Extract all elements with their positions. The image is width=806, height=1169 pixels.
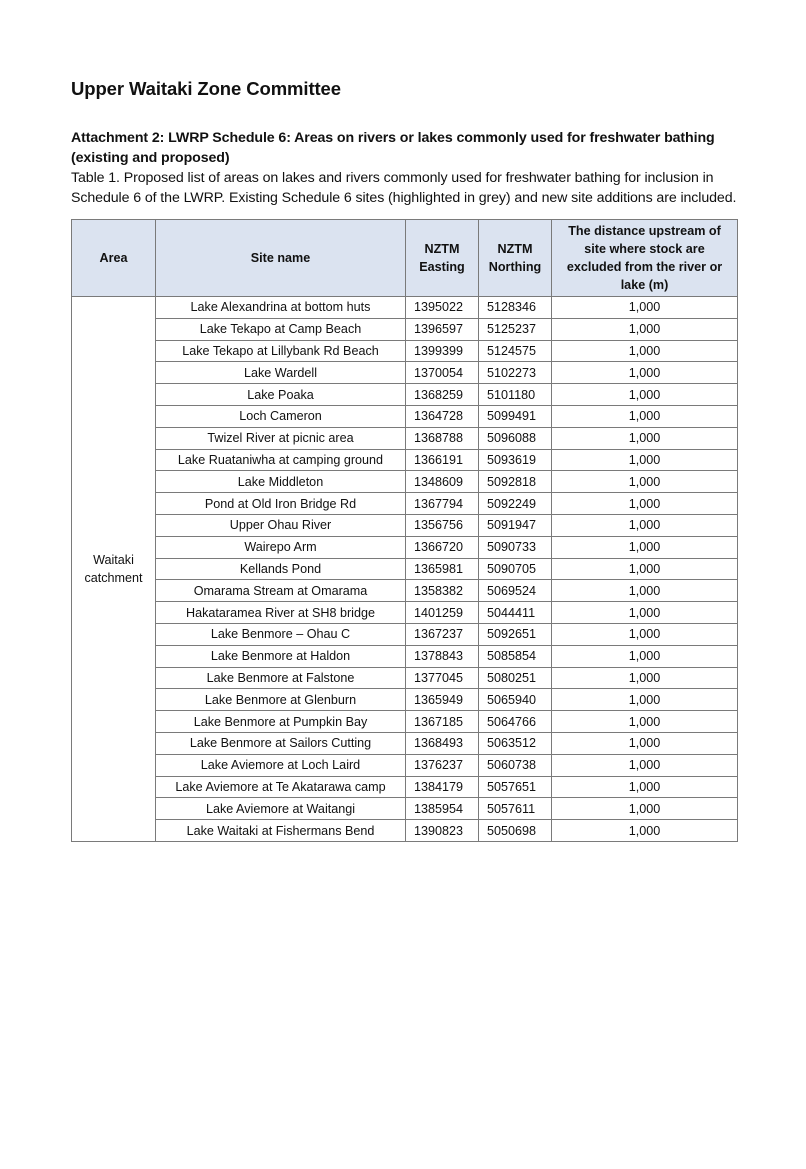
distance-cell: 1,000 (552, 776, 738, 798)
distance-cell: 1,000 (552, 536, 738, 558)
table-row (72, 667, 738, 689)
distance-cell: 1,000 (552, 449, 738, 471)
easting-cell: 1366720 (406, 536, 479, 558)
easting-cell: 1384179 (406, 776, 479, 798)
site-name-cell: Lake Waitaki at Fishermans Bend (156, 820, 406, 842)
site-name-cell: Lake Poaka (156, 384, 406, 406)
easting-cell: 1367237 (406, 623, 479, 645)
table-row (72, 711, 738, 733)
site-name-cell: Lake Benmore at Falstone (156, 667, 406, 689)
table-row (72, 536, 738, 558)
northing-cell: 5065940 (479, 689, 552, 711)
site-name-cell: Lake Benmore at Haldon (156, 645, 406, 667)
easting-cell: 1370054 (406, 362, 479, 384)
northing-cell: 5090705 (479, 558, 552, 580)
northing-cell: 5069524 (479, 580, 552, 602)
easting-cell: 1367794 (406, 493, 479, 515)
distance-cell: 1,000 (552, 558, 738, 580)
header-nztm-easting: NZTM Easting (406, 220, 479, 297)
table-row (72, 405, 738, 427)
distance-cell: 1,000 (552, 384, 738, 406)
northing-cell: 5101180 (479, 384, 552, 406)
northing-cell: 5093619 (479, 449, 552, 471)
distance-cell: 1,000 (552, 427, 738, 449)
site-name-cell: Lake Benmore at Sailors Cutting (156, 732, 406, 754)
easting-cell: 1367185 (406, 711, 479, 733)
northing-cell: 5063512 (479, 732, 552, 754)
northing-cell: 5125237 (479, 318, 552, 340)
distance-cell: 1,000 (552, 623, 738, 645)
site-name-cell: Lake Alexandrina at bottom huts (156, 297, 406, 319)
table-row (72, 471, 738, 493)
northing-cell: 5099491 (479, 405, 552, 427)
northing-cell: 5124575 (479, 340, 552, 362)
site-name-cell: Lake Aviemore at Waitangi (156, 798, 406, 820)
distance-cell: 1,000 (552, 580, 738, 602)
table-row (72, 623, 738, 645)
easting-cell: 1356756 (406, 514, 479, 536)
table-row (72, 297, 738, 319)
table-row (72, 645, 738, 667)
table-intro: Table 1. Proposed list of areas on lakes and rivers commonly used for freshwater bathing for inclusion in Schedule 6 of the LWRP. Existing Schedule 6 sites (highlighted in grey) and new site additions are included. (71, 170, 737, 206)
northing-cell: 5092651 (479, 623, 552, 645)
northing-cell: 5064766 (479, 711, 552, 733)
distance-cell: 1,000 (552, 645, 738, 667)
table-row (72, 514, 738, 536)
northing-cell: 5096088 (479, 427, 552, 449)
northing-cell: 5091947 (479, 514, 552, 536)
site-name-cell: Pond at Old Iron Bridge Rd (156, 493, 406, 515)
northing-cell: 5128346 (479, 297, 552, 319)
distance-cell: 1,000 (552, 471, 738, 493)
easting-cell: 1365981 (406, 558, 479, 580)
distance-cell: 1,000 (552, 689, 738, 711)
site-name-cell: Twizel River at picnic area (156, 427, 406, 449)
northing-cell: 5060738 (479, 754, 552, 776)
distance-cell: 1,000 (552, 711, 738, 733)
site-name-cell: Omarama Stream at Omarama (156, 580, 406, 602)
easting-cell: 1368259 (406, 384, 479, 406)
site-name-cell: Lake Middleton (156, 471, 406, 493)
table-row (72, 798, 738, 820)
site-name-cell: Lake Tekapo at Lillybank Rd Beach (156, 340, 406, 362)
northing-cell: 5085854 (479, 645, 552, 667)
document-title: Upper Waitaki Zone Committee (71, 78, 341, 99)
northing-cell: 5092249 (479, 493, 552, 515)
bathing-sites-table (71, 219, 738, 842)
easting-cell: 1366191 (406, 449, 479, 471)
northing-cell: 5102273 (479, 362, 552, 384)
distance-cell: 1,000 (552, 514, 738, 536)
distance-cell: 1,000 (552, 732, 738, 754)
easting-cell: 1395022 (406, 297, 479, 319)
distance-cell: 1,000 (552, 667, 738, 689)
easting-cell: 1377045 (406, 667, 479, 689)
easting-cell: 1385954 (406, 798, 479, 820)
site-name-cell: Lake Benmore at Pumpkin Bay (156, 711, 406, 733)
easting-cell: 1368493 (406, 732, 479, 754)
northing-cell: 5080251 (479, 667, 552, 689)
site-name-cell: Hakataramea River at SH8 bridge (156, 602, 406, 624)
distance-cell: 1,000 (552, 493, 738, 515)
table-row (72, 427, 738, 449)
table-row (72, 776, 738, 798)
table-row (72, 732, 738, 754)
easting-cell: 1396597 (406, 318, 479, 340)
table-row (72, 689, 738, 711)
northing-cell: 5090733 (479, 536, 552, 558)
distance-cell: 1,000 (552, 318, 738, 340)
table-row (72, 340, 738, 362)
northing-cell: 5057611 (479, 798, 552, 820)
table-row (72, 449, 738, 471)
site-name-cell: Lake Benmore – Ohau C (156, 623, 406, 645)
distance-cell: 1,000 (552, 798, 738, 820)
table-row (72, 362, 738, 384)
table-row (72, 558, 738, 580)
table-body (72, 297, 738, 842)
table-row (72, 318, 738, 340)
table-row (72, 602, 738, 624)
easting-cell: 1348609 (406, 471, 479, 493)
distance-cell: 1,000 (552, 340, 738, 362)
distance-cell: 1,000 (552, 362, 738, 384)
distance-cell: 1,000 (552, 602, 738, 624)
site-name-cell: Loch Cameron (156, 405, 406, 427)
distance-cell: 1,000 (552, 297, 738, 319)
easting-cell: 1365949 (406, 689, 479, 711)
distance-cell: 1,000 (552, 405, 738, 427)
easting-cell: 1390823 (406, 820, 479, 842)
easting-cell: 1378843 (406, 645, 479, 667)
site-name-cell: Wairepo Arm (156, 536, 406, 558)
table-header-row (72, 220, 738, 297)
header-site-name: Site name (156, 220, 406, 297)
site-name-cell: Kellands Pond (156, 558, 406, 580)
header-area: Area (72, 220, 156, 297)
document-page (71, 78, 737, 842)
attachment-heading: Attachment 2: LWRP Schedule 6: Areas on rivers or lakes commonly used for freshwater bathing (existing and proposed) (71, 130, 715, 166)
easting-cell: 1368788 (406, 427, 479, 449)
table-row (72, 493, 738, 515)
site-name-cell: Lake Ruataniwha at camping ground (156, 449, 406, 471)
distance-cell: 1,000 (552, 820, 738, 842)
northing-cell: 5050698 (479, 820, 552, 842)
header-nztm-northing: NZTM Northing (479, 220, 552, 297)
easting-cell: 1364728 (406, 405, 479, 427)
northing-cell: 5044411 (479, 602, 552, 624)
site-name-cell: Lake Aviemore at Te Akatarawa camp (156, 776, 406, 798)
site-name-cell: Lake Aviemore at Loch Laird (156, 754, 406, 776)
northing-cell: 5057651 (479, 776, 552, 798)
site-name-cell: Lake Tekapo at Camp Beach (156, 318, 406, 340)
distance-cell: 1,000 (552, 754, 738, 776)
site-name-cell: Lake Wardell (156, 362, 406, 384)
easting-cell: 1399399 (406, 340, 479, 362)
easting-cell: 1376237 (406, 754, 479, 776)
site-name-cell: Upper Ohau River (156, 514, 406, 536)
area-cell: Waitaki catchment (72, 297, 156, 842)
header-exclusion-distance: The distance upstream of site where stock are excluded from the river or lake (m) (552, 220, 738, 297)
easting-cell: 1358382 (406, 580, 479, 602)
table-row (72, 580, 738, 602)
northing-cell: 5092818 (479, 471, 552, 493)
site-name-cell: Lake Benmore at Glenburn (156, 689, 406, 711)
easting-cell: 1401259 (406, 602, 479, 624)
table-row (72, 820, 738, 842)
table-row (72, 754, 738, 776)
table-row (72, 384, 738, 406)
